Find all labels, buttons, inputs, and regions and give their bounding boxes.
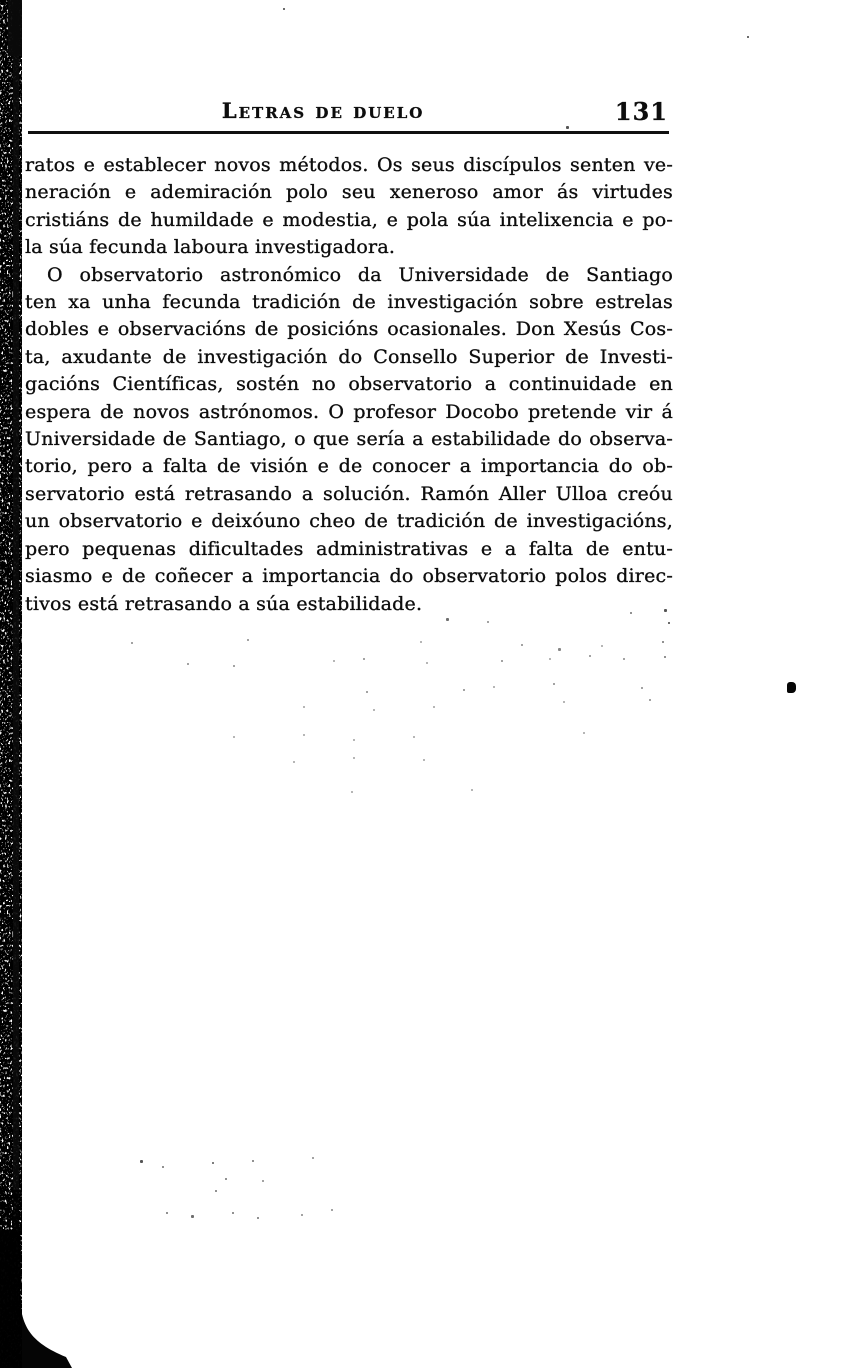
scan-speck (433, 706, 435, 708)
scan-speck (225, 1178, 227, 1180)
scan-speck (191, 1215, 194, 1218)
scan-speck (351, 791, 353, 793)
text-line: espera de novos astrónomos. O profesor Docobo pretende vir á (25, 400, 673, 423)
scan-speck (521, 644, 523, 646)
scan-speck (247, 639, 249, 641)
text-line: pero pequenas dificultades administrativas e a falta de entu- (25, 537, 673, 560)
text-line: O observatorio astronómico da Universidade de Santiago (47, 263, 673, 286)
scan-speck (373, 709, 375, 711)
text-line: neración e ademiración polo seu xeneroso amor ás virtudes (25, 181, 673, 204)
binding-line (13, 0, 19, 1368)
scan-speck (283, 8, 285, 10)
text-line: un observatorio e deixóuno cheo de tradición de investigacións, (25, 510, 673, 533)
header-rule (28, 131, 669, 134)
text-line: cristiáns de humildade e modestia, e pola súa intelixencia e po- (25, 208, 673, 231)
body-text-column (25, 152, 673, 618)
scan-speck (301, 1214, 303, 1216)
scan-speck (166, 1212, 168, 1214)
scan-speck (662, 641, 664, 643)
scan-speck (131, 642, 133, 644)
text-line: dobles e observacións de posicións ocasionales. Don Xesús Cos- (25, 318, 673, 341)
scan-speck (487, 621, 489, 623)
scan-speck (233, 665, 235, 667)
scan-speck (641, 687, 643, 689)
paper-grain (26, 605, 681, 1245)
scan-speck (257, 1217, 259, 1219)
scan-speck (293, 761, 295, 763)
text-line: torio, pero a falta de visión e de conocer a importancia do ob- (25, 455, 673, 478)
scan-speck (232, 1212, 234, 1214)
scan-speck (187, 663, 189, 665)
scan-speck (501, 660, 503, 662)
scan-speck (331, 1209, 333, 1211)
scan-speck (601, 645, 603, 647)
page-header (25, 97, 673, 127)
ink-dot-artifact (787, 682, 796, 693)
text-line: Universidade de Santiago, o que sería a estabilidade do observa- (25, 428, 673, 451)
scan-speck (747, 36, 749, 38)
scan-speck (162, 1166, 164, 1168)
scan-speck (471, 789, 473, 791)
running-title: Letras de duelo (221, 98, 425, 123)
scan-speck (668, 622, 670, 624)
text-line: tivos está retrasando a súa estabilidade. (25, 592, 423, 615)
text-line: ten xa unha fecunda tradición de investigación sobre estrelas (25, 291, 673, 314)
scan-speck (420, 641, 422, 643)
text-line: la súa fecunda laboura investigadora. (25, 236, 396, 259)
scan-speck (363, 658, 365, 660)
scan-speck (583, 732, 585, 734)
gutter-speckle-bottom (0, 1190, 22, 1368)
scan-speck (558, 648, 561, 651)
scan-speck (353, 739, 355, 741)
scan-speck (549, 658, 551, 660)
text-line: ta, axudante de investigación do Consello Superior de Investi- (25, 345, 673, 368)
text-line: siasmo e de coñecer a importancia do observatorio polos direc- (25, 565, 673, 588)
paragraph (25, 262, 673, 618)
scan-speck (262, 1180, 264, 1182)
scan-speck (366, 691, 368, 693)
text-line: servatorio está retrasando a solución. Ramón Aller Ulloa creóu (25, 482, 673, 505)
scan-speck (630, 612, 632, 614)
scan-speck (212, 1162, 214, 1164)
scan-speck (589, 655, 591, 657)
scan-speck (140, 1160, 143, 1163)
paragraph (25, 152, 673, 262)
scan-speck (233, 736, 235, 738)
scan-speck (426, 662, 428, 664)
scan-speck (252, 1160, 254, 1162)
scan-speck (353, 757, 355, 759)
scan-speck (333, 660, 335, 662)
scan-speck (553, 683, 555, 685)
page-number: 131 (614, 97, 668, 126)
scan-speck (463, 689, 465, 691)
scan-speck (493, 686, 495, 688)
scan-speck (623, 658, 625, 660)
binding-top-chunk (8, 0, 22, 56)
scan-speck (312, 1157, 314, 1159)
text-line: ratos e establecer novos métodos. Os seus discípulos senten ve- (25, 154, 673, 176)
scan-speck (303, 734, 305, 736)
scan-speck (413, 736, 415, 738)
scan-speck (664, 609, 667, 612)
scan-speck (566, 126, 569, 129)
text-line: gacións Científicas, sostén no observatorio a continuidade en (25, 373, 673, 396)
scan-speck (423, 759, 425, 761)
scan-speck (303, 706, 305, 708)
scan-speck (215, 1190, 217, 1192)
scan-speck (664, 656, 666, 658)
scan-speck (563, 701, 565, 703)
scan-speck (649, 699, 651, 701)
scan-speck (446, 618, 449, 621)
